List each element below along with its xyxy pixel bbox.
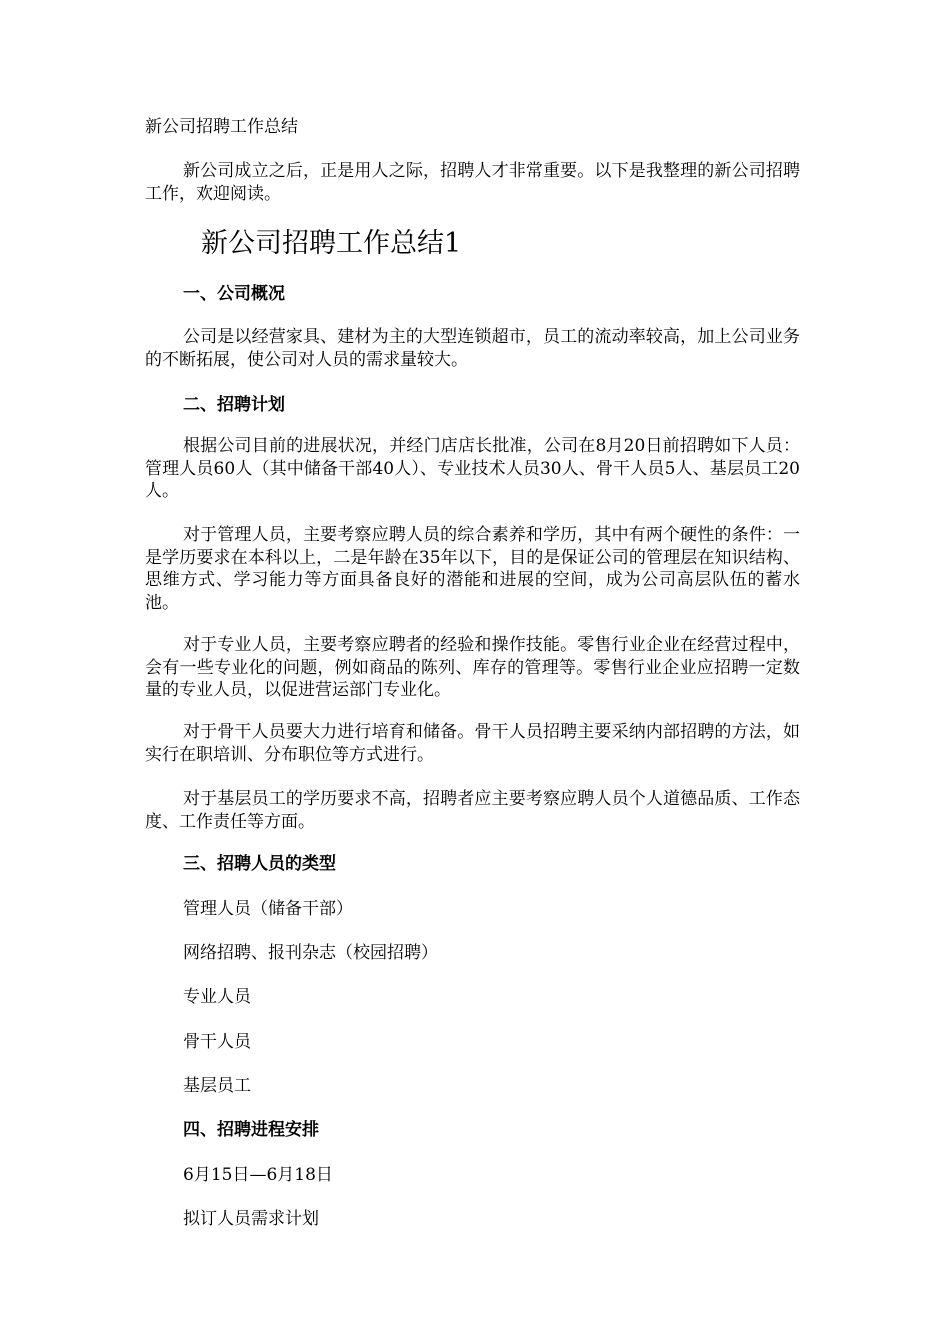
section-heading-plan: 二、招聘计划 xyxy=(183,395,285,415)
paragraph-basic-staff: 对于基层员工的学历要求不高，招聘者应主要考察应聘人员个人道德品质、工作态度、工作责任等方面。 xyxy=(145,789,800,832)
section-heading-schedule: 四、招聘进程安排 xyxy=(183,1120,319,1140)
schedule-date: 6月15日—6月18日 xyxy=(183,1165,333,1185)
list-item: 专业人员 xyxy=(183,987,251,1007)
paragraph-management: 对于管理人员，主要考察应聘人员的综合素养和学历，其中有两个硬性的条件：一是学历要求在本科以上，二是年龄在35年以下，目的是保证公司的管理层在知识结构、思维方式、学习能力等方面具备良好的潜能和进展的空间，成为公司高层队伍的蓄水池。 xyxy=(145,525,800,613)
list-item: 骨干人员 xyxy=(183,1032,251,1052)
paragraph-plan: 根据公司目前的进展状况，并经门店店长批准，公司在8月20日前招聘如下人员：管理人员60人（其中储备干部40人）、专业技术人员30人、骨干人员5人、基层员工20人。 xyxy=(145,436,800,501)
main-title: 新公司招聘工作总结1 xyxy=(201,228,462,259)
paragraph-professional: 对于专业人员，主要考察应聘者的经验和操作技能。零售行业企业在经营过程中，会有一些专业化的问题，例如商品的陈列、库存的管理等。零售行业企业应招聘一定数量的专业人员，以促进营运部门专业化。 xyxy=(145,635,800,700)
list-item: 管理人员（储备干部） xyxy=(183,899,353,919)
paragraph-overview: 公司是以经营家具、建材为主的大型连锁超市，员工的流动率较高，加上公司业务的不断拓展，使公司对人员的需求量较大。 xyxy=(145,327,800,370)
intro-paragraph: 新公司成立之后，正是用人之际，招聘人才非常重要。以下是我整理的新公司招聘工作，欢迎阅读。 xyxy=(145,161,800,204)
paragraph-core-staff: 对于骨干人员要大力进行培育和储备。骨干人员招聘主要采纳内部招聘的方法，如实行在职培训、分布职位等方式进行。 xyxy=(145,722,800,765)
section-heading-types: 三、招聘人员的类型 xyxy=(183,854,336,874)
schedule-task: 拟订人员需求计划 xyxy=(183,1209,319,1229)
list-item: 基层员工 xyxy=(183,1076,251,1096)
document-top-title: 新公司招聘工作总结 xyxy=(145,117,298,137)
list-item: 网络招聘、报刊杂志（校园招聘） xyxy=(183,943,438,963)
section-heading-overview: 一、公司概况 xyxy=(183,284,285,304)
